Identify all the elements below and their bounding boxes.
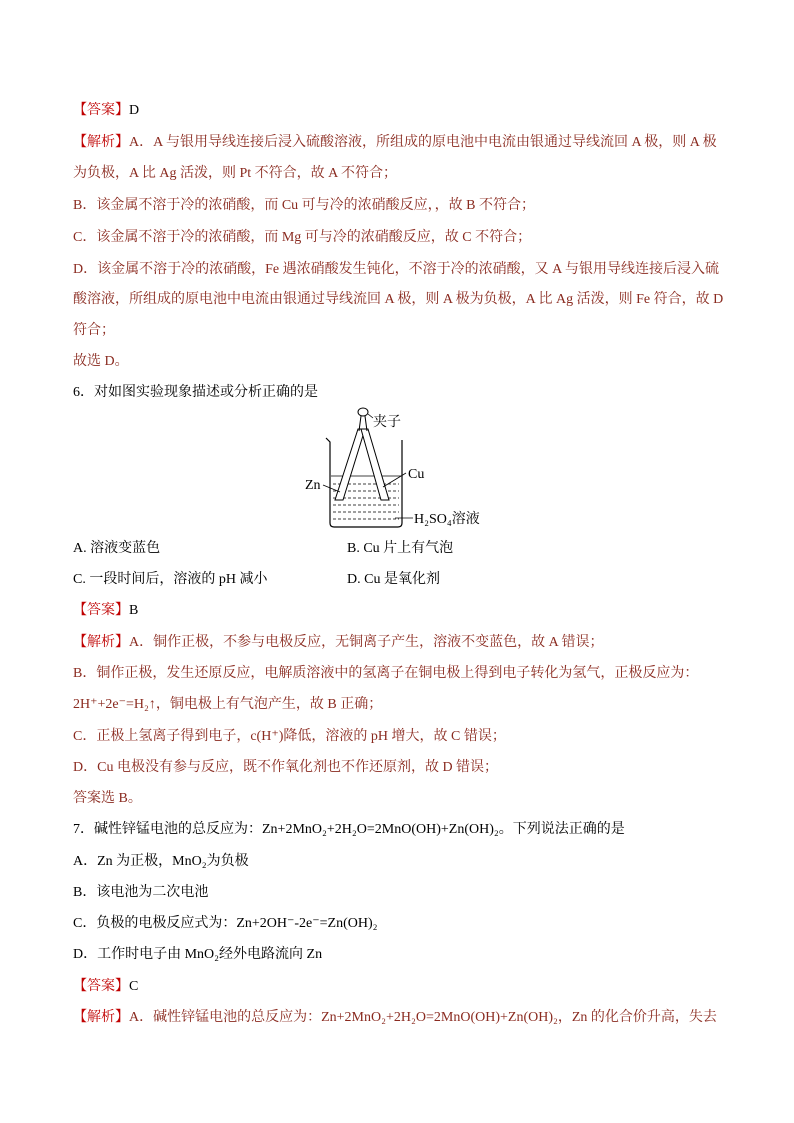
zn-strip — [335, 429, 365, 500]
solution-label: H₂SO₄溶液 — [414, 512, 480, 527]
cu-strip — [361, 429, 389, 500]
q6-option-b: B. Cu 片上有气泡 — [347, 541, 454, 556]
analysis-tag: 【解析】 — [73, 135, 129, 150]
q6-analysis-line: 答案选 B。 — [73, 791, 142, 806]
analysis-tag: 【解析】 — [73, 1010, 129, 1025]
q5-analysis-line — [73, 133, 717, 153]
q6-analysis-line — [73, 633, 603, 653]
analysis-tag: 【解析】 — [73, 635, 129, 650]
q6-answer-line — [73, 601, 138, 621]
clip-label: 夹子 — [373, 415, 401, 430]
q6-analysis-line: C．正极上氢离子得到电子，c(H⁺)降低，溶液的 pH 增大，故 C 错误； — [73, 729, 506, 744]
q7-option-c: C．负极的电极反应式为：Zn+2OH⁻-2e⁻=Zn(OH)₂ — [73, 916, 378, 931]
q6-stem: 6．对如图实验现象描述或分析正确的是 — [73, 385, 318, 400]
analysis-text: A．铜作正极，不参与电极反应，无铜离子产生，溶液不变蓝色，故 A 错误； — [129, 635, 604, 650]
q7-option-b: B．该电池为二次电池 — [73, 885, 209, 900]
q6-option-d: D. Cu 是氧化剂 — [347, 572, 440, 587]
analysis-text: A．碱性锌锰电池的总反应为：Zn+2MnO₂+2H₂O=2MnO(OH)+Zn(OH)₂，Zn 的化合价升高，失去 — [129, 1010, 717, 1025]
zn-label: Zn — [305, 478, 321, 493]
q6-analysis-line: D．Cu 电极没有参与反应，既不作氧化剂也不作还原剂，故 D 错误； — [73, 760, 499, 775]
q7-option-a: A．Zn 为正极，MnO₂为负极 — [73, 854, 249, 869]
q7-stem: 7．碱性锌锰电池的总反应为：Zn+2MnO₂+2H₂O=2MnO(OH)+Zn(OH)₂。下列说法正确的是 — [73, 822, 625, 837]
answer-tag: 【答案】 — [73, 103, 129, 118]
q5-analysis-line: 酸溶液，所组成的原电池中电流由银通过导线流回 A 极，则 A 极为负极，A 比 Ag 活泼，则 Fe 符合，故 D — [73, 292, 724, 307]
q7-answer-line — [73, 977, 138, 997]
answer-tag: 【答案】 — [73, 603, 129, 618]
q5-answer-line — [73, 101, 139, 121]
q5-analysis-line: 符合； — [73, 323, 115, 338]
q5-analysis-line: C．该金属不溶于冷的浓硝酸，而 Mg 可与冷的浓硝酸反应，故 C 不符合； — [73, 230, 532, 245]
q5-analysis-line: 为负极，A 比 Ag 活泼，则 Pt 不符合，故 A 不符合； — [73, 166, 397, 181]
q6-option-a: A. 溶液变蓝色 — [73, 541, 161, 556]
answer-value: D — [129, 103, 140, 118]
cu-label: Cu — [408, 467, 425, 482]
q7-option-d: D．工作时电子由 MnO₂经外电路流向 Zn — [73, 947, 323, 962]
analysis-text: A．A 与银用导线连接后浸入硫酸溶液，所组成的原电池中电流由银通过导线流回 A 极，则 A 极 — [129, 135, 717, 150]
q6-option-c: C. 一段时间后，溶液的 pH 减小 — [73, 572, 268, 587]
answer-tag: 【答案】 — [73, 979, 129, 994]
answer-value: C — [129, 979, 139, 994]
clip-icon — [358, 408, 368, 431]
q6-analysis-line: B．铜作正极，发生还原反应，电解质溶液中的氢离子在铜电极上得到电子转化为氢气，正极反应为： — [73, 666, 699, 681]
q6-analysis-line: 2H⁺+2e⁻=H₂↑，铜电极上有气泡产生，故 B 正确； — [73, 697, 383, 712]
answer-value: B — [129, 603, 139, 618]
q7-analysis-line — [73, 1008, 717, 1028]
q5-analysis-line: B．该金属不溶于冷的浓硝酸，而 Cu 可与冷的浓硝酸反应，，故 B 不符合； — [73, 198, 536, 213]
q5-analysis-line: D．该金属不溶于冷的浓硝酸，Fe 遇浓硝酸发生钝化，不溶于冷的浓硝酸，又 A 与银用导线连接后浸入硫 — [73, 262, 719, 277]
galvanic-cell-figure — [295, 405, 510, 533]
q5-analysis-line: 故选 D。 — [73, 354, 129, 369]
